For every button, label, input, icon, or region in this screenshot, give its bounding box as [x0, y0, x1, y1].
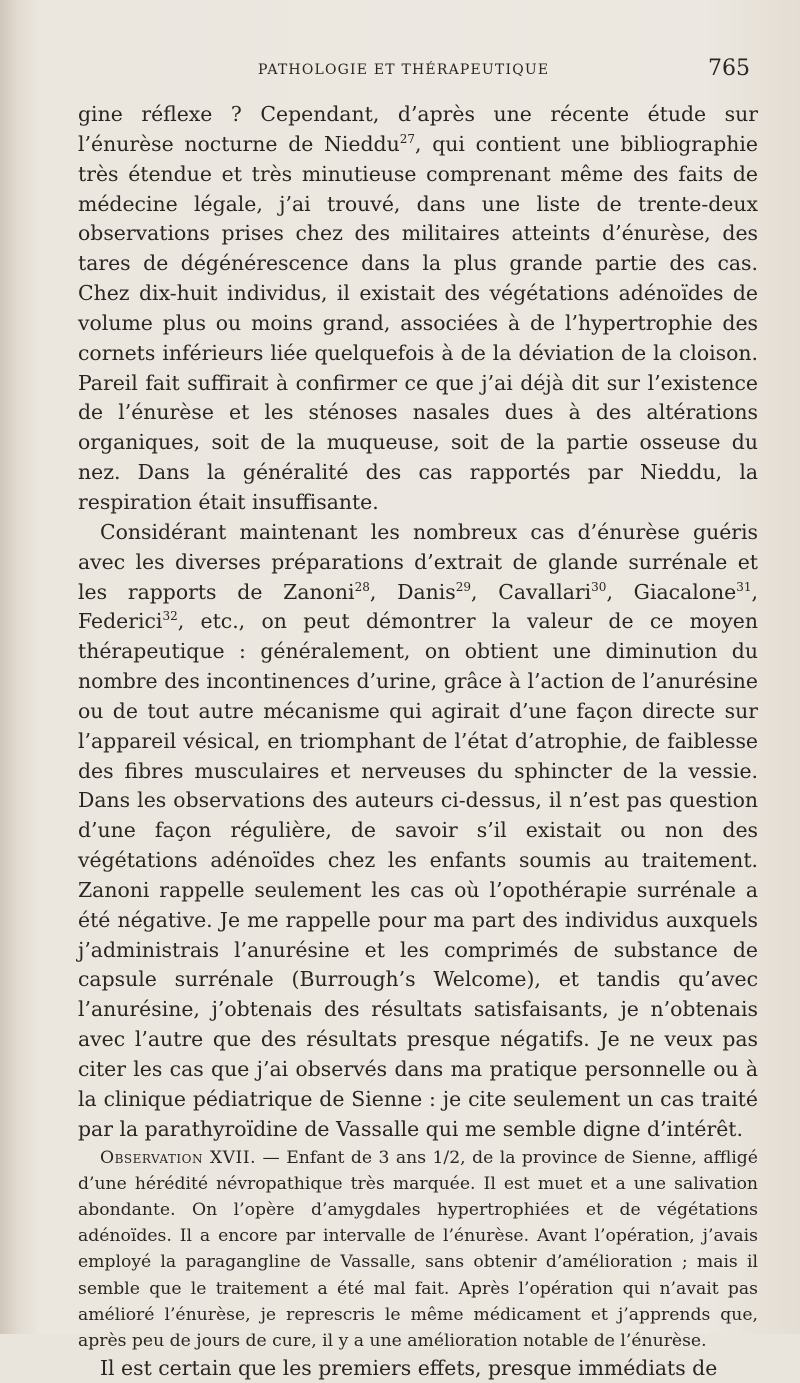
running-title: PATHOLOGIE ET THÉRAPEUTIQUE	[258, 62, 550, 78]
paragraph-2-part-a: Considérant maintenant les nombreux cas d’énurèse guéris avec les diverses préparations d’extrait de glande surrénale et les rapports de Zanoni	[78, 519, 758, 604]
observation-label: Observation XVII.	[100, 1147, 257, 1168]
page-header	[78, 56, 760, 86]
footnote-ref-28: 28	[354, 579, 370, 594]
paragraph-1-part-b: , qui contient une bibliographie très étendue et très minutieuse comprenant même des faits de médecine légale, j’ai trouvé, dans une liste de trente-deux observations prises chez des militaires atteints d’énurèse, des tares de dégénérescence dans la plus grande partie des cas. Chez dix-huit individus, il existait des végétations adénoïdes de volume plus ou moins grand, associées à de l’hypertrophie des cornets inférieurs liée quelquefois à de la déviation de la cloison. Pareil fait suffirait à confirmer ce que j’ai déjà dit sur l’existence de l’énurèse et les sténoses nasales dues à des altérations organiques, soit de la muqueuse, soit de la partie osseuse du nez. Dans la généralité des cas rapportés par Nieddu, la respiration était insuffisante.	[78, 131, 758, 514]
footnote-ref-29: 29	[455, 579, 471, 594]
paragraph-last: Il est certain que les premiers effets, presque immédiats de	[100, 1356, 718, 1381]
footnote-ref-27: 27	[399, 131, 415, 146]
paragraph-1-part-a: gine réflexe ? Cependant, d’après une récente étude sur l’énurèse nocturne de Nieddu	[78, 102, 758, 156]
paragraph-2-part-f: , etc., on peut démontrer la valeur de ce moyen thérapeutique : généralement, on obtient une diminution du nombre des incontinences d’urine, grâce à l’action de l’anurésine ou de tout autre mécanisme qui agirait d’une façon directe sur l’appareil vésical, en triomphant de l’état d’atrophie, de faiblesse des fibres musculaires et nerveuses du sphincter de la vessie. Dans les observations des auteurs ci-dessus, il n’est pas question d’une façon régulière, de savoir s’il existait ou non des végétations adénoïdes chez les enfants soumis au traitement. Zanoni rappelle seulement les cas où l’opothérapie surrénale a été négative. Je me rappelle pour ma part des individus auxquels j’administrais l’anurésine et les comprimés de substance de capsule surrénale (Burrough’s Welcome), et tandis qu’avec l’anurésine, j’obtenais des résultats satisfaisants, je n’obtenais avec l’autre que des résultats presque négatifs. Je ne veux pas citer les cas que j’ai observés dans ma pratique personnelle ou à la clinique pédiatrique de Sienne : je cite seulement un cas traité par la parathyroïdine de Vassalle qui me semble digne d’intérêt.	[78, 609, 758, 1141]
paragraph-2-part-e: , Federici	[78, 579, 758, 634]
main-text	[78, 100, 758, 1145]
page-number: 765	[708, 56, 750, 81]
paragraph-2-part-b: , Danis	[369, 579, 456, 604]
paragraph-2-part-c: , Cavallari	[471, 579, 592, 604]
observation-text: — Enfant de 3 ans 1/2, de la province de Sienne, affligé d’une hérédité névropathique très marquée. Il est muet et a une salivation abondante. On l’opère d’amygdales hypertrophiées et de végétations adénoïdes. Il a encore par intervalle de l’énurèse. Avant l’opération, j’avais employé la paragangline de Vassalle, sans obtenir d’amélioration ; mais il semble que le traitement a été mal fait. Après l’opération qui n’avait pas amélioré l’énurèse, je represcris le même médicament et j’apprends que, après peu de jours de cure, il y a une amélioration notable de l’énurèse.	[78, 1147, 758, 1351]
footnote-ref-31: 31	[736, 579, 752, 594]
paragraph-2-part-d: , Giacalone	[606, 579, 737, 604]
footnote-ref-30: 30	[591, 579, 607, 594]
footnote-ref-32: 32	[162, 609, 178, 624]
observation-xvii	[78, 1145, 758, 1355]
paragraph-2	[78, 518, 758, 1145]
paragraph-1	[78, 100, 758, 518]
page-body	[78, 100, 758, 1383]
